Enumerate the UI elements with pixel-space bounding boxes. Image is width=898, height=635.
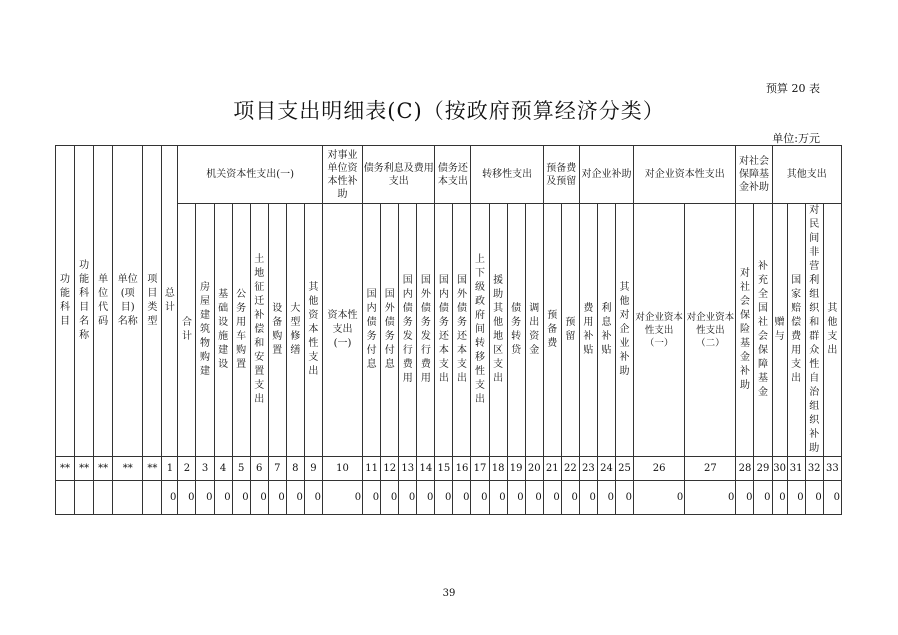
column-index-cell: 30 — [772, 457, 787, 481]
column-index-cell: 19 — [507, 457, 525, 481]
sub-header: 对企业资本性支出（一） — [634, 204, 685, 457]
column-index-cell: 15 — [435, 457, 453, 481]
header-function-code: 功能科目 — [56, 146, 75, 457]
table-cell: 0 — [399, 481, 417, 515]
sub-header: 国内债务发行费用 — [399, 204, 417, 457]
table-cell — [143, 481, 162, 515]
table-cell: 0 — [736, 481, 754, 515]
page-title: 项目支出明细表(C)（按政府预算经济分类） — [233, 99, 665, 123]
column-index-cell: 29 — [754, 457, 772, 481]
sub-header: 预留 — [561, 204, 579, 457]
table-cell: 0 — [754, 481, 772, 515]
sub-header: 公务用车购置 — [232, 204, 250, 457]
table-cell — [94, 481, 113, 515]
column-index-cell: 20 — [525, 457, 543, 481]
table-cell: 0 — [196, 481, 214, 515]
column-index-cell: 8 — [286, 457, 304, 481]
table-cell: 0 — [543, 481, 561, 515]
unit-label: 单位:万元 — [772, 132, 820, 145]
group-enterprise-capital: 对企业资本性支出 — [634, 146, 736, 204]
sub-header: 土地征迁补偿和安置支出 — [250, 204, 268, 457]
sub-header: 房屋建筑物购建 — [196, 204, 214, 457]
table-cell: 0 — [214, 481, 232, 515]
column-index-cell: 5 — [232, 457, 250, 481]
group-capital-expenditure-1: 机关资本性支出(一) — [178, 146, 323, 204]
sub-header: 对民间非营利组织和群众性自治组织补助 — [805, 204, 823, 457]
column-index-cell: 33 — [823, 457, 841, 481]
column-index-cell: 4 — [214, 457, 232, 481]
column-index-cell: 31 — [787, 457, 805, 481]
column-index-cell: 22 — [561, 457, 579, 481]
column-index-cell: 14 — [417, 457, 435, 481]
header-unit-name: 单位(项目)名称 — [113, 146, 143, 457]
sub-header: 国家赔偿费用支出 — [787, 204, 805, 457]
table-cell — [75, 481, 94, 515]
column-index-cell: 18 — [489, 457, 507, 481]
sub-header: 大型修缮 — [286, 204, 304, 457]
table-row — [56, 481, 842, 515]
sub-header: 国外债务还本支出 — [453, 204, 471, 457]
column-index-cell: 1 — [162, 457, 178, 481]
table-cell: 0 — [162, 481, 178, 515]
table-cell: 0 — [232, 481, 250, 515]
column-index-cell: 17 — [471, 457, 489, 481]
table-cell: 0 — [417, 481, 435, 515]
sub-header: 国外债务发行费用 — [417, 204, 435, 457]
table-cell: 0 — [435, 481, 453, 515]
table-cell: 0 — [178, 481, 196, 515]
column-index-cell: ** — [113, 457, 143, 481]
table-cell: 0 — [489, 481, 507, 515]
column-index-cell: 12 — [381, 457, 399, 481]
header-function-name: 功能科目名称 — [75, 146, 94, 457]
sub-header: 对企业资本性支出（二） — [685, 204, 736, 457]
sub-header: 赠与 — [772, 204, 787, 457]
sub-header: 补充全国社会保障基金 — [754, 204, 772, 457]
table-cell: 0 — [597, 481, 615, 515]
table-cell: 0 — [322, 481, 362, 515]
table-cell: 0 — [525, 481, 543, 515]
sub-header: 合计 — [178, 204, 196, 457]
header-total: 总计 — [162, 146, 178, 457]
table-cell: 0 — [805, 481, 823, 515]
table-cell: 0 — [615, 481, 633, 515]
table-cell: 0 — [304, 481, 322, 515]
sub-header: 资本性支出(一) — [322, 204, 362, 457]
column-index-cell: 11 — [363, 457, 381, 481]
sub-header: 国内债务还本支出 — [435, 204, 453, 457]
table-cell — [56, 481, 75, 515]
group-reserve: 预备费及预留 — [543, 146, 579, 204]
sub-header: 预备费 — [543, 204, 561, 457]
sub-header: 调出资金 — [525, 204, 543, 457]
group-transfer-expenditure: 转移性支出 — [471, 146, 543, 204]
table-cell: 0 — [507, 481, 525, 515]
column-index-cell: 3 — [196, 457, 214, 481]
table-cell: 0 — [772, 481, 787, 515]
column-index-cell: 10 — [322, 457, 362, 481]
sub-header: 上下级政府间转移性支出 — [471, 204, 489, 457]
column-index-cell: ** — [143, 457, 162, 481]
table-cell: 0 — [381, 481, 399, 515]
group-other-expenditure: 其他支出 — [772, 146, 841, 204]
table-cell: 0 — [453, 481, 471, 515]
group-social-security-subsidy: 对社会保障基金补助 — [736, 146, 772, 204]
table-cell: 0 — [286, 481, 304, 515]
sub-header: 其他资本性支出 — [304, 204, 322, 457]
table-cell: 0 — [787, 481, 805, 515]
sub-header: 其他支出 — [823, 204, 841, 457]
expenditure-table — [55, 145, 842, 515]
table-cell: 0 — [250, 481, 268, 515]
column-index-cell: 16 — [453, 457, 471, 481]
table-cell: 0 — [823, 481, 841, 515]
header-project-type: 项目类型 — [143, 146, 162, 457]
expenditure-table-container — [55, 145, 842, 513]
sub-header: 国内债务付息 — [363, 204, 381, 457]
column-index-cell: 9 — [304, 457, 322, 481]
column-index-cell: 25 — [615, 457, 633, 481]
table-cell: 0 — [685, 481, 736, 515]
column-index-cell: 28 — [736, 457, 754, 481]
column-index-cell: 26 — [634, 457, 685, 481]
column-index-cell: 32 — [805, 457, 823, 481]
group-public-institution-capital-subsidy: 对事业单位资本性补助 — [322, 146, 362, 204]
column-index-cell: 24 — [597, 457, 615, 481]
column-index-cell: 27 — [685, 457, 736, 481]
column-index-cell: 2 — [178, 457, 196, 481]
sub-header: 援助其他地区支出 — [489, 204, 507, 457]
header-unit-code: 单位代码 — [94, 146, 113, 457]
sub-header: 基础设施建设 — [214, 204, 232, 457]
sub-header: 债务转贷 — [507, 204, 525, 457]
page-number: 39 — [442, 588, 456, 599]
column-index-cell: ** — [94, 457, 113, 481]
column-index-cell: ** — [56, 457, 75, 481]
sub-header: 利息补贴 — [597, 204, 615, 457]
column-index-cell: 23 — [579, 457, 597, 481]
column-index-cell: ** — [75, 457, 94, 481]
sub-header: 设备购置 — [268, 204, 286, 457]
table-cell: 0 — [268, 481, 286, 515]
sub-header: 费用补贴 — [579, 204, 597, 457]
table-cell: 0 — [579, 481, 597, 515]
group-debt-principal: 债务还本支出 — [435, 146, 471, 204]
column-index-cell: 13 — [399, 457, 417, 481]
column-index-cell: 6 — [250, 457, 268, 481]
column-index-row — [56, 457, 842, 481]
form-number: 预算 20 表 — [766, 82, 820, 95]
group-enterprise-subsidy: 对企业补助 — [579, 146, 633, 204]
table-cell: 0 — [561, 481, 579, 515]
sub-header: 对社会保险基金补助 — [736, 204, 754, 457]
table-cell — [113, 481, 143, 515]
sub-header: 其他对企业补助 — [615, 204, 633, 457]
table-cell: 0 — [471, 481, 489, 515]
table-cell: 0 — [363, 481, 381, 515]
table-cell: 0 — [634, 481, 685, 515]
column-index-cell: 21 — [543, 457, 561, 481]
sub-header: 国外债务付息 — [381, 204, 399, 457]
group-debt-interest: 债务利息及费用支出 — [363, 146, 435, 204]
column-index-cell: 7 — [268, 457, 286, 481]
